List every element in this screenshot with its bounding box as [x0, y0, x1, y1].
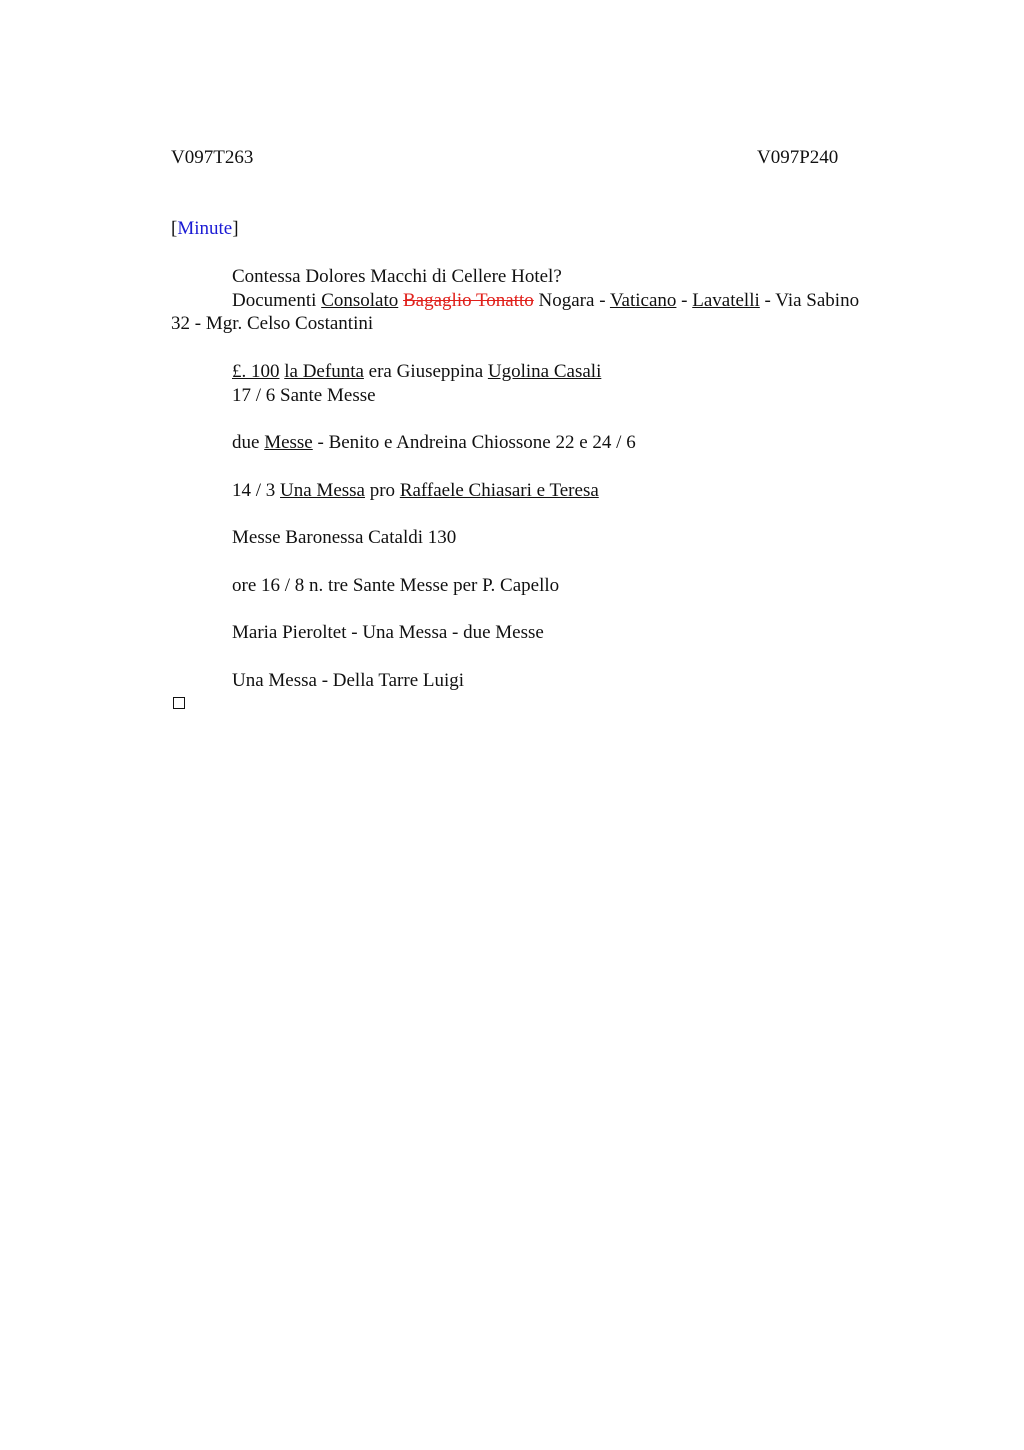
underlined-text: Lavatelli [692, 290, 760, 311]
bracket-open: [ [171, 218, 178, 239]
text-line [232, 479, 599, 503]
underlined-text: Una Messa [280, 480, 365, 501]
underlined-text: Messe [264, 432, 313, 453]
text-line [232, 289, 859, 313]
document-code-left: V097T263 [171, 147, 254, 168]
underlined-text: Raffaele Chiasari e Teresa [399, 480, 599, 501]
text-line: ore 16 / 8 n. tre Sante Messe per P. Capello [232, 575, 560, 596]
section-label: Minute [177, 218, 233, 239]
text-fragment: pro [364, 480, 400, 501]
text-fragment: Documenti [232, 290, 322, 311]
underlined-text: Vaticano [609, 290, 677, 311]
text-fragment: Nogara - [533, 290, 610, 311]
underlined-text: la Defunta [284, 361, 364, 382]
text-line: Maria Pieroltet - Una Messa - due Messe [232, 622, 544, 643]
text-line [232, 360, 601, 384]
text-fragment: 14 / 3 [232, 480, 281, 501]
underlined-text: Consolato [321, 290, 399, 311]
text-line: Una Messa - Della Tarre Luigi [232, 670, 465, 691]
text-line: 32 - Mgr. Celso Costantini [171, 313, 374, 334]
text-fragment: era Giuseppina [363, 361, 488, 382]
text-line: 17 / 6 Sante Messe [232, 385, 376, 406]
text-fragment: - Via Sabino [759, 290, 860, 311]
bracket-close: ] [232, 218, 239, 239]
text-line [232, 431, 636, 455]
underlined-text: £. 100 [232, 361, 280, 382]
text-line: Messe Baronessa Cataldi 130 [232, 527, 457, 548]
section-heading [171, 217, 239, 241]
struck-text: Bagaglio Tonatto [403, 290, 534, 311]
text-fragment: - [676, 290, 693, 311]
text-fragment: due [232, 432, 265, 453]
underlined-text: Ugolina Casali [487, 361, 602, 382]
document-code-right: V097P240 [757, 147, 839, 168]
text-fragment: - Benito e Andreina Chiossone 22 e 24 / 6 [312, 432, 636, 453]
end-marker-box [173, 697, 185, 709]
text-line: Contessa Dolores Macchi di Cellere Hotel? [232, 266, 562, 287]
